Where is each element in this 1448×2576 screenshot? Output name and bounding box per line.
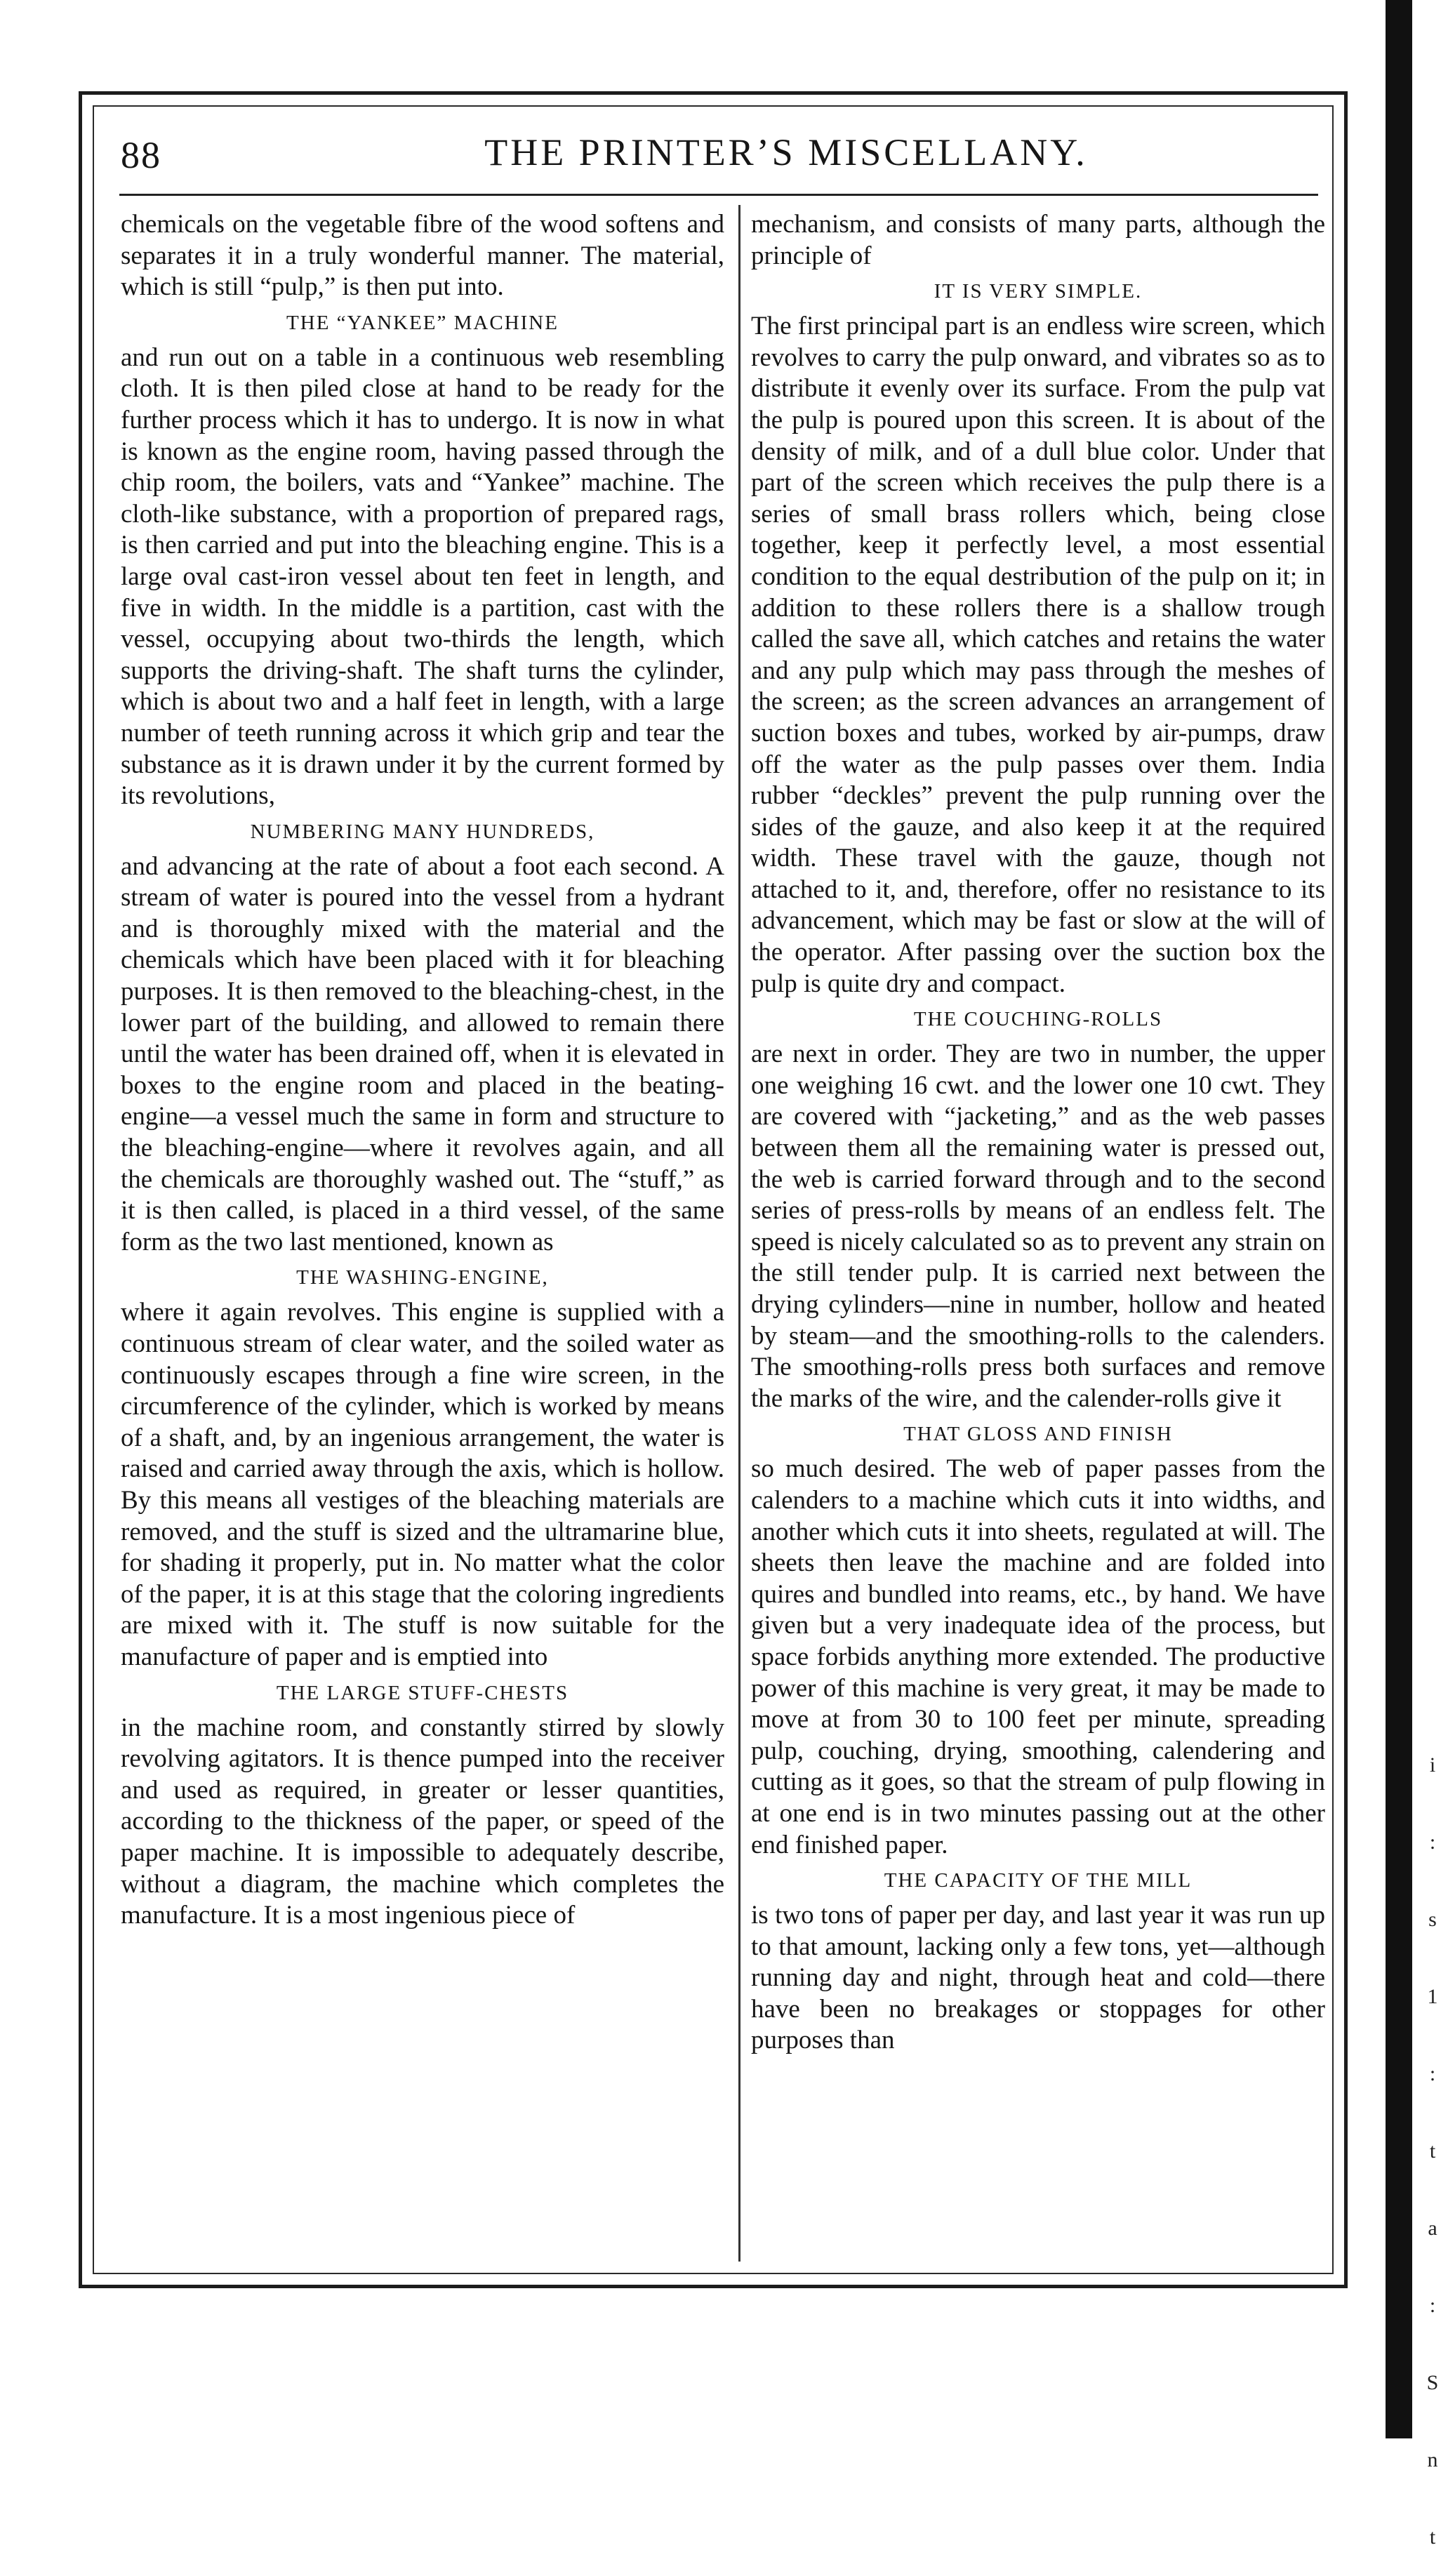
- paragraph: and advancing at the rate of about a foot each second. A stream of water is poured into the vessel from a hydrant and is thoroughly mixed with the material and the chemicals which have been placed with it for bleaching purposes. It is then removed to the bleaching-chest, in the lower part of the building, and allowed to remain there until the water has been drained off, when it is elevated in boxes to the engine room and placed in the beating-engine—a vessel much the same in form and structure to the bleaching-engine—where it revolves again, and all the chemicals are thoroughly washed out. The “stuff,” as it is then called, is placed in a third vessel, of the same form as the two last mentioned, known as: [121, 851, 724, 1256]
- paragraph: so much desired. The web of paper passes from the calenders to a machine which cuts it into widths, and another which cuts it into sheets, regulated at will. The sheets then leave the machine and are folded into quires and bundled into reams, etc., by hand. We have given but a very inadequate idea of the process, but space forbids anything more extended. The productive power of this machine is very great, it may be made to move at from 30 to 100 feet per minute, spreading pulp, couching, drying, smoothing, calendering and cutting as it goes, so that the stream of pulp flowing in at one end is in two minutes passing out at the other end finished paper.: [751, 1454, 1325, 1859]
- paragraph: is two tons of paper per day, and last year it was run up to that amount, lacking only a few tons, yet—although running day and night, through heat and cold—there have been no breakages or stoppages for other purposes than: [751, 1901, 1325, 2055]
- paragraph: chemicals on the vegetable fibre of the wood softens and separates it in a truly wonderful manner. The material, which is still “pulp,” is then put into.: [121, 210, 724, 302]
- section-heading: THE COUCHING-ROLLS: [913, 1008, 1163, 1031]
- paragraph: mechanism, and consists of many parts, although the principle of: [751, 210, 1325, 270]
- paragraph: and run out on a table in a continuous web resembling cloth. It is then piled close at hand to be ready for the further process which it has to undergo. It is now in what is known as the engine room, having passed through the chip room, the boilers, vats and “Yankee” machine. The cloth-like substance, with a proportion of prepared rags, is then carried and put into the bleaching engine. This is a large oval cast-iron vessel about ten feet in length, and five in width. In the middle is a partition, cast with the vessel, occupying about two-thirds the length, which supports the driving-shaft. The shaft turns the cylinder, which is about two and a half feet in length, with a large number of teeth running across it which grip and tear the substance as it is drawn under it by the current formed by its revolutions,: [121, 343, 724, 811]
- paragraph: in the machine room, and constantly stirred by slowly revolving agitators. It is thence pumped into the receiver and used as required, in greater or lesser quantities, according to the thickness of the paper, or speed of the paper machine. It is impossible to adequately describe, without a diagram, the machine which completes the manufacture. It is a most ingenious piece of: [121, 1713, 724, 1930]
- right-column: [751, 209, 1325, 2266]
- section-heading: THAT GLOSS AND FINISH: [903, 1423, 1173, 1446]
- section-heading: THE WASHING-ENGINE,: [296, 1266, 549, 1289]
- edge-letter: :: [1429, 1831, 1436, 1854]
- column-divider: [738, 205, 740, 2262]
- paragraph: are next in order. They are two in number, the upper one weighing 16 cwt. and the lower one 10 cwt. They are covered with “jacketing,” and as the web passes between them all the remaining water is pressed out, the web is carried forward through and to the second series of press-rolls by means of an endless felt. The speed is nicely calculated so as to prevent any strain on the still tender pulp. It is carried next between the drying cylinders—nine in number, hollow and heated by steam—and the smoothing-rolls to the calenders. The smoothing-rolls press both surfaces and remove the marks of the wire, and the calender-rolls give it: [751, 1040, 1325, 1413]
- section-heading: THE “YANKEE” MACHINE: [286, 311, 559, 334]
- paragraph: The first principal part is an endless wire screen, which revolves to carry the pulp onward, and vibrates so as to distribute it evenly over its surface. From the pulp vat the pulp is poured upon this screen. It is about of the density of milk, and of a dull blue color. Under that part of the screen which receives the pulp there is a series of small brass rollers which, being close together, keep it perfectly level, a most essential condition to the equal destribution of the pulp on it; in addition to these rollers there is a shallow trough called the save all, which catches and retains the water and any pulp which may pass through the meshes of the screen; as the screen advances an arrangement of suction boxes and tubes, worked by air-pumps, draw off the water as the pulp passes over them. India rubber “deckles” prevent the pulp running over the sides of the gauze, and also keep it at the required width. These travel with the gauze, though not attached to it, and, therefore, offer no resistance to its advancement, which may be fast or slow at the will of the operator. After passing over the suction box the pulp is quite dry and compact.: [751, 312, 1325, 998]
- edge-letter: s: [1428, 1908, 1437, 1931]
- left-column: [121, 209, 724, 2266]
- section-heading: NUMBERING MANY HUNDREDS,: [250, 820, 595, 843]
- running-head-title: THE PRINTER’S MISCELLANY.: [484, 131, 1088, 173]
- edge-letter: t: [1429, 2139, 1436, 2163]
- edge-letter: a: [1428, 2217, 1437, 2240]
- section-heading: THE CAPACITY OF THE MILL: [884, 1869, 1193, 1892]
- page-edge-shadow: [1386, 0, 1412, 2438]
- paragraph: where it again revolves. This engine is supplied with a continuous stream of clear water, and the soiled water as continuously escapes through a fine wire screen, in the circumference of the cylinder, which is worked by means of a shaft, and, by an ingenious arrangement, the water is raised and carried away through the axis, which is hollow. By this means all vestiges of the bleaching materials are removed, and the stuff is sized and the ultramarine blue, for shading it properly, put in. No matter what the color of the paper, it is at this stage that the coloring ingredients are mixed with it. The stuff is now suitable for the manufacture of paper and is emptied into: [121, 1298, 724, 1671]
- edge-letter: t: [1429, 2525, 1436, 2549]
- edge-letter: S: [1426, 2371, 1439, 2394]
- edge-letter: i: [1429, 1753, 1436, 1777]
- section-heading: THE LARGE STUFF-CHESTS: [276, 1681, 569, 1704]
- edge-letter: :: [1429, 2294, 1436, 2317]
- edge-letter: n: [1427, 2448, 1438, 2471]
- page-number: 88: [121, 134, 161, 176]
- header-rule: [119, 194, 1318, 196]
- section-heading: IT IS VERY SIMPLE.: [934, 280, 1143, 303]
- edge-letter: :: [1429, 2062, 1436, 2085]
- adjacent-page-fragments: [1421, 1727, 1444, 2576]
- edge-letter: 1: [1427, 1985, 1438, 2008]
